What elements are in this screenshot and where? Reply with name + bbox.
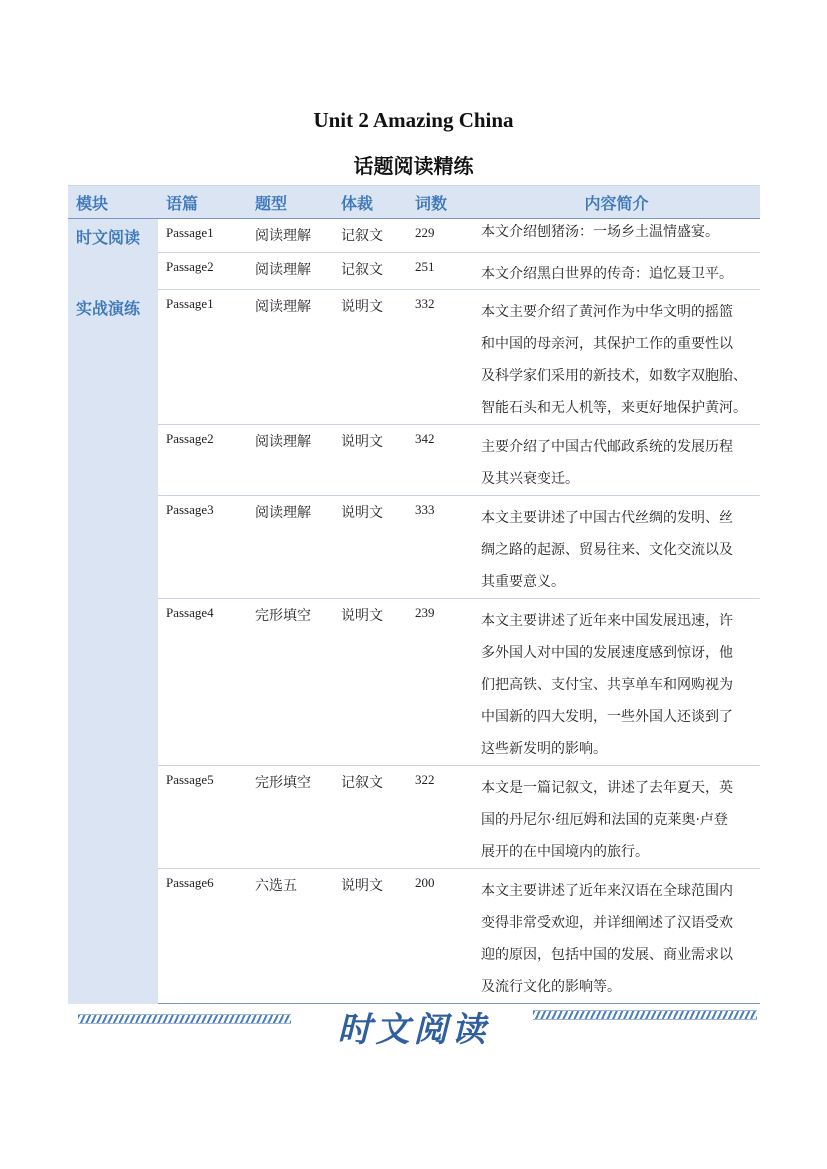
genre-cell: 说明文: [333, 869, 407, 1004]
words-cell: 322: [407, 766, 473, 869]
type-cell: 阅读理解: [247, 290, 333, 425]
summary-cell: [473, 869, 760, 1004]
column-header-type: 题型: [247, 186, 333, 219]
words-cell: 239: [407, 599, 473, 766]
passage-cell: Passage5: [158, 766, 247, 869]
summary-line: 本文介绍黑白世界的传奇：追忆聂卫平。: [481, 266, 733, 282]
words-cell: 200: [407, 869, 473, 1004]
summary-line: 本文是一篇记叙文，讲述了去年夏天，英: [481, 780, 733, 796]
type-cell: 阅读理解: [247, 219, 333, 253]
summary-line: 迎的原因，包括中国的发展、商业需求以: [481, 947, 733, 963]
summary-cell: [473, 219, 760, 253]
type-cell: 阅读理解: [247, 425, 333, 496]
table-row: [68, 290, 760, 425]
genre-cell: 说明文: [333, 425, 407, 496]
genre-cell: 记叙文: [333, 253, 407, 290]
summary-line: 本文主要介绍了黄河作为中华文明的摇篮: [481, 304, 733, 320]
words-cell: 229: [407, 219, 473, 253]
words-cell: 342: [407, 425, 473, 496]
table-row: [68, 425, 760, 496]
table-header-row: [68, 186, 760, 219]
passage-cell: Passage2: [158, 425, 247, 496]
genre-cell: 说明文: [333, 496, 407, 599]
document-title: Unit 2 Amazing China: [313, 108, 514, 132]
summary-line: 展开的在中国境内的旅行。: [481, 844, 649, 860]
column-header-passage: 语篇: [158, 186, 247, 219]
summary-cell: [473, 253, 760, 290]
column-header-module: 模块: [68, 186, 158, 219]
section-banner-title: 时文阅读: [337, 1010, 490, 1050]
summary-line: 国的丹尼尔·纽厄姆和法国的克莱奥·卢登: [481, 812, 728, 828]
genre-cell: 说明文: [333, 290, 407, 425]
passage-cell: Passage3: [158, 496, 247, 599]
document-subtitle: 话题阅读精练: [353, 154, 474, 178]
table-row: [68, 253, 760, 290]
table-row: [68, 219, 760, 253]
table-row: [68, 766, 760, 869]
summary-cell: [473, 425, 760, 496]
passage-cell: Passage6: [158, 869, 247, 1004]
table-row: [68, 869, 760, 1004]
section-banner: [0, 1000, 827, 1050]
type-cell: 阅读理解: [247, 253, 333, 290]
summary-cell: [473, 599, 760, 766]
passage-cell: Passage4: [158, 599, 247, 766]
summary-line: 主要介绍了中国古代邮政系统的发展历程: [481, 439, 733, 455]
table-row: [68, 599, 760, 766]
summary-line: 本文主要讲述了近年来汉语在全球范围内: [481, 883, 733, 899]
type-cell: 六选五: [247, 869, 333, 1004]
genre-cell: 记叙文: [333, 219, 407, 253]
table-row: [68, 496, 760, 599]
summary-line: 绸之路的起源、贸易往来、文化交流以及: [481, 542, 733, 558]
type-cell: 完形填空: [247, 766, 333, 869]
summary-line: 多外国人对中国的发展速度感到惊讶，他: [481, 645, 733, 661]
type-cell: 阅读理解: [247, 496, 333, 599]
genre-cell: 记叙文: [333, 766, 407, 869]
summary-line: 中国新的四大发明，一些外国人还谈到了: [481, 709, 733, 725]
summary-line: 及流行文化的影响等。: [481, 979, 621, 995]
summary-line: 变得非常受欢迎，并详细阐述了汉语受欢: [481, 915, 733, 931]
module-cell: 实战演练: [68, 290, 158, 1004]
column-header-summary: 内容简介: [473, 186, 760, 219]
passage-cell: Passage1: [158, 219, 247, 253]
summary-line: 本文主要讲述了中国古代丝绸的发明、丝: [481, 510, 733, 526]
type-cell: 完形填空: [247, 599, 333, 766]
summary-cell: [473, 290, 760, 425]
words-cell: 251: [407, 253, 473, 290]
summary-line: 本文介绍刨猪汤：一场乡土温情盛宴。: [481, 224, 719, 240]
hatched-divider-right: [533, 1010, 757, 1020]
summary-line: 和中国的母亲河，其保护工作的重要性以: [481, 336, 733, 352]
passage-cell: Passage2: [158, 253, 247, 290]
overview-table: [68, 185, 760, 1004]
column-header-words: 词数: [407, 186, 473, 219]
summary-cell: [473, 766, 760, 869]
summary-line: 智能石头和无人机等，来更好地保护黄河。: [481, 400, 747, 416]
summary-line: 其重要意义。: [481, 574, 565, 590]
summary-line: 这些新发明的影响。: [481, 741, 607, 757]
words-cell: 332: [407, 290, 473, 425]
summary-line: 本文主要讲述了近年来中国发展迅速，许: [481, 613, 733, 629]
passage-cell: Passage1: [158, 290, 247, 425]
words-cell: 333: [407, 496, 473, 599]
genre-cell: 说明文: [333, 599, 407, 766]
summary-cell: [473, 496, 760, 599]
summary-line: 们把高铁、支付宝、共享单车和网购视为: [481, 677, 733, 693]
module-cell: 时文阅读: [68, 219, 158, 290]
summary-line: 及科学家们采用的新技术，如数字双胞胎、: [481, 368, 747, 384]
column-header-genre: 体裁: [333, 186, 407, 219]
summary-line: 及其兴衰变迁。: [481, 471, 579, 487]
